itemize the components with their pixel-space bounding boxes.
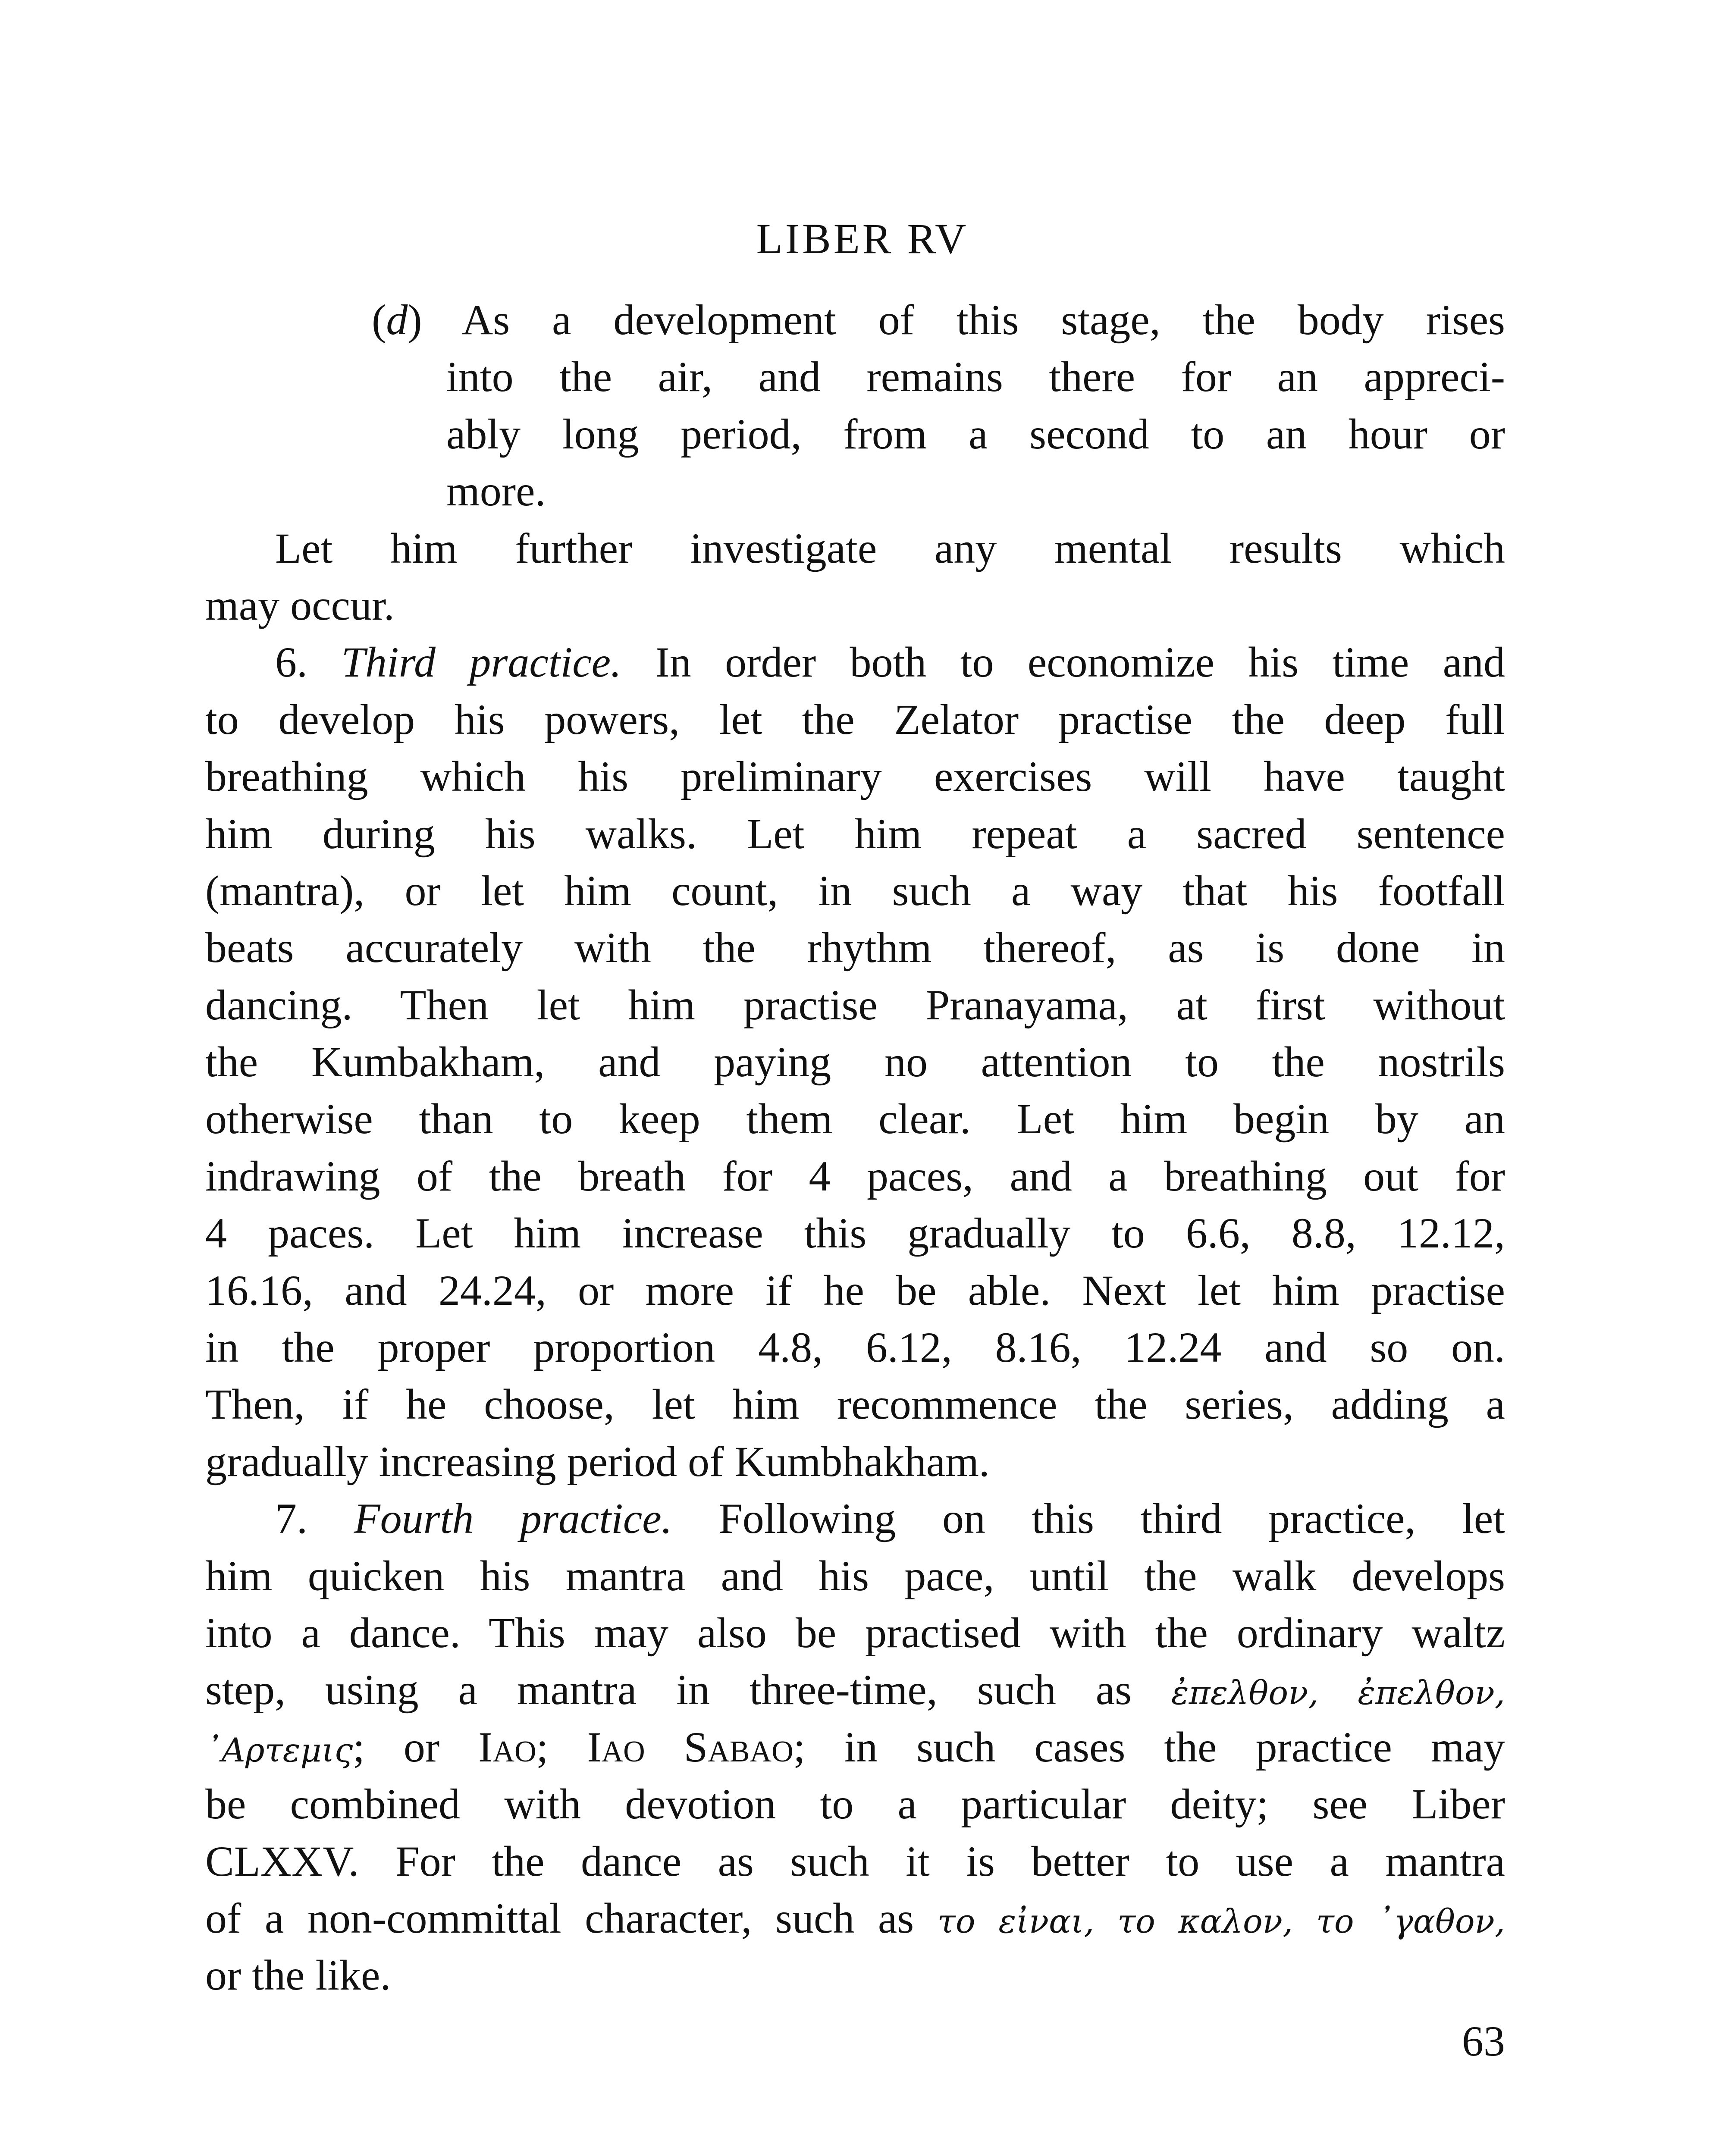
text-line [205, 1947, 1505, 2004]
text-line [205, 291, 1505, 348]
text-run: indrawing of the breath for 4 paces, and a breathing out for [205, 1152, 1505, 1200]
text-line [205, 1890, 1505, 1947]
text-run: 6. [275, 638, 342, 686]
text-line [205, 406, 1505, 463]
paragraph [205, 1490, 1505, 2004]
text-run: into the air, and remains there for an appreci- [446, 353, 1505, 401]
text-line [205, 634, 1505, 691]
text-run: may occur. [205, 581, 395, 629]
italic-text: Third practice. [341, 638, 622, 686]
text-line [205, 1548, 1505, 1604]
text-line [205, 520, 1505, 577]
page-number: 63 [1462, 2017, 1505, 2065]
text-line [205, 1091, 1505, 1147]
text-run: him quicken his mantra and his pace, until the walk develops [205, 1551, 1505, 1600]
running-header: LIBER RV [756, 215, 969, 263]
text-line [205, 1319, 1505, 1376]
text-line [205, 348, 1505, 405]
text-line [205, 862, 1505, 919]
text-run: 4 paces. Let him increase this gradually to 6.6, 8.8, 12.12, [205, 1209, 1505, 1257]
text-run: ably long period, from a second to an hour or [446, 410, 1505, 458]
text-run: him during his walks. Let him repeat a sacred sentence [205, 809, 1505, 858]
text-run: gradually increasing period of Kumbhakham. [205, 1437, 990, 1485]
text-line [205, 1833, 1505, 1890]
text-run: otherwise than to keep them clear. Let him begin by an [205, 1095, 1505, 1143]
small-caps-text: Iao [478, 1723, 536, 1771]
text-line [205, 1376, 1505, 1433]
text-run: breathing which his preliminary exercises will have taught [205, 752, 1505, 801]
text-line [205, 1490, 1505, 1547]
text-run: ( [372, 296, 386, 344]
text-line [205, 1205, 1505, 1262]
text-run: into a dance. This may also be practised with the ordinary waltz [205, 1608, 1505, 1657]
text-line [205, 1776, 1505, 1833]
text-run: ; in such cases the practice may [793, 1723, 1505, 1771]
text-line [205, 1433, 1505, 1490]
text-line [205, 1262, 1505, 1319]
text-run: more. [446, 467, 546, 515]
small-caps-text: Iao Sabao [587, 1723, 794, 1771]
text-run: In order both to economize his time and [621, 638, 1505, 686]
paragraph [205, 520, 1505, 634]
text-line [205, 577, 1505, 634]
greek-text: ἐπελθον, ἐπελθον, [1171, 1673, 1505, 1712]
text-line [205, 1148, 1505, 1205]
text-run: the Kumbakham, and paying no attention to the nostrils [205, 1038, 1505, 1086]
text-run: ; [536, 1723, 587, 1771]
text-run: Then, if he choose, let him recommence the series, adding a [205, 1380, 1505, 1429]
text-run: Following on this third practice, let [672, 1495, 1505, 1543]
text-run: be combined with devotion to a particular deity; see Liber [205, 1780, 1505, 1828]
text-run: dancing. Then let him practise Pranayama, at first without [205, 981, 1505, 1029]
text-run: 16.16, and 24.24, or more if he be able. Next let him practise [205, 1266, 1505, 1314]
list-item-paragraph [205, 291, 1505, 520]
text-run: in the proper proportion 4.8, 6.12, 8.16, 12.24 and so on. [205, 1323, 1505, 1372]
text-run: step, using a mantra in three-time, such as [205, 1666, 1171, 1714]
text-line [205, 691, 1505, 748]
italic-text: Fourth practice. [354, 1495, 672, 1543]
text-run: ) As a development of this stage, the body rises [408, 296, 1505, 344]
text-line [205, 1661, 1505, 1718]
paragraph [205, 634, 1505, 1490]
text-run: ; or [353, 1723, 479, 1771]
text-run: Let him further investigate any mental results which [275, 524, 1505, 572]
text-run: (mantra), or let him count, in such a way that his footfall [205, 866, 1505, 915]
italic-text: d [386, 296, 408, 344]
text-line [205, 1719, 1505, 1776]
text-line [205, 977, 1505, 1034]
greek-text: ᾿Αρτεμις [205, 1730, 353, 1769]
text-line [205, 1604, 1505, 1661]
text-line [205, 1034, 1505, 1091]
text-run: to develop his powers, let the Zelator practise the deep full [205, 695, 1505, 743]
text-run: or the like. [205, 1951, 391, 1999]
text-run: 7. [275, 1495, 354, 1543]
text-line [205, 463, 1505, 520]
text-line [205, 805, 1505, 862]
text-line [205, 748, 1505, 805]
page-body-text [205, 291, 1505, 2004]
greek-text: το εἰναι, το καλον, το ᾿γαθον, [937, 1902, 1505, 1940]
text-run: CLXXV. For the dance as such it is better to use a mantra [205, 1837, 1505, 1885]
text-line [205, 919, 1505, 976]
text-run: of a non-committal character, such as [205, 1894, 938, 1942]
text-run: beats accurately with the rhythm thereof, as is done in [205, 924, 1505, 972]
